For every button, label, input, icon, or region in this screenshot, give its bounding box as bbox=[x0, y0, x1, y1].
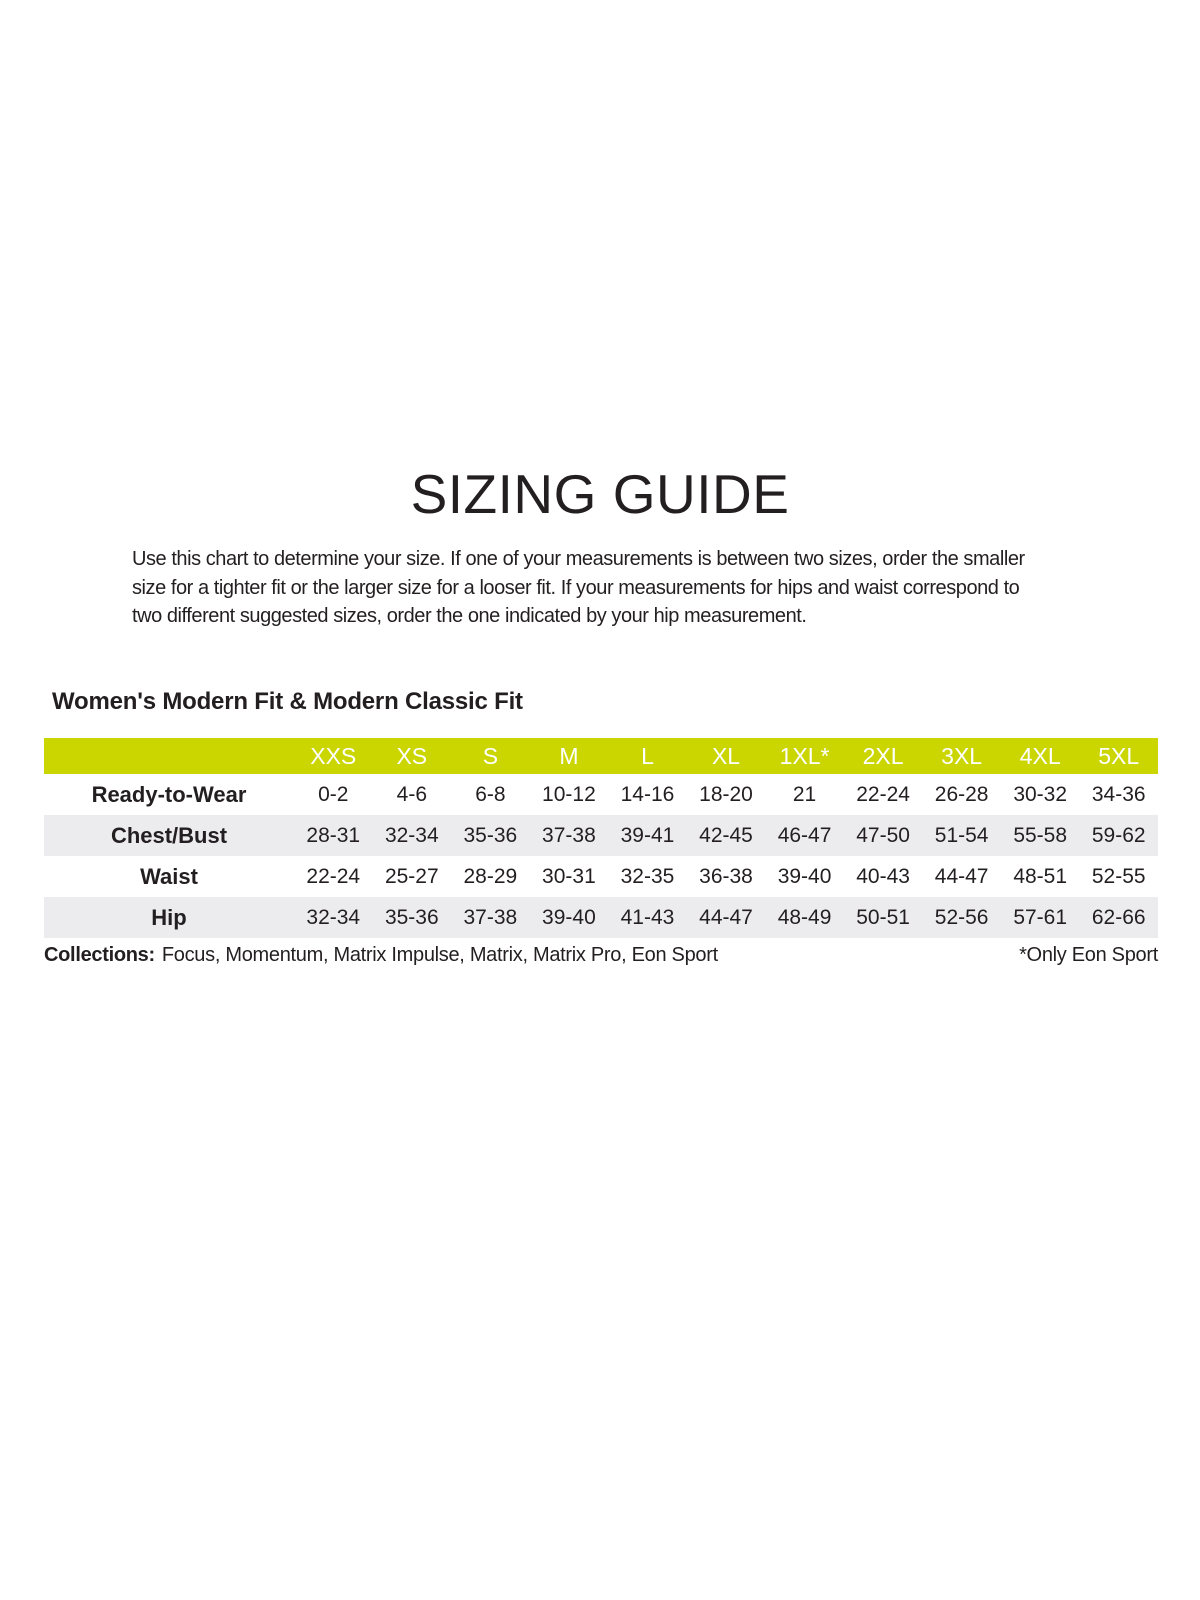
size-column-header: S bbox=[482, 742, 499, 769]
size-cell: 0-2 bbox=[318, 782, 349, 806]
size-cell: 41-43 bbox=[620, 905, 675, 929]
size-cell: 35-36 bbox=[384, 905, 439, 929]
size-cell: 48-49 bbox=[777, 905, 832, 929]
size-cell: 51-54 bbox=[934, 823, 989, 847]
size-cell: 22-24 bbox=[306, 864, 361, 888]
size-column-header: XS bbox=[396, 742, 428, 769]
size-cell: 52-56 bbox=[934, 905, 989, 929]
size-cell: 62-66 bbox=[1091, 905, 1146, 929]
size-cell: 6-8 bbox=[475, 782, 506, 806]
page-title: SIZING GUIDE bbox=[410, 463, 790, 525]
collections-label: Collections: bbox=[44, 944, 155, 966]
size-column-header: 1XL* bbox=[779, 742, 830, 769]
size-cell: 34-36 bbox=[1091, 782, 1146, 806]
size-cell: 44-47 bbox=[934, 864, 989, 888]
size-cell: 37-38 bbox=[542, 823, 596, 847]
size-column-header: 2XL bbox=[862, 742, 904, 769]
collections-line bbox=[44, 944, 718, 967]
size-cell: 21 bbox=[792, 782, 817, 806]
size-cell: 10-12 bbox=[542, 782, 596, 806]
size-cell: 39-40 bbox=[777, 864, 832, 888]
size-cell: 44-47 bbox=[699, 905, 753, 929]
size-cell: 37-38 bbox=[463, 905, 518, 929]
collections-list: Focus, Momentum, Matrix Impulse, Matrix, Matrix Pro, Eon Sport bbox=[161, 944, 718, 966]
intro-line: two different suggested sizes, order the one indicated by your hip measurement. bbox=[132, 605, 807, 627]
size-cell: 32-34 bbox=[384, 823, 439, 847]
collections-footer bbox=[44, 944, 1158, 967]
size-column-header: M bbox=[559, 742, 579, 769]
size-cell: 30-32 bbox=[1013, 782, 1068, 806]
intro-line: size for a tighter fit or the larger size for a looser fit. If your measurements for hips and waist correspond to bbox=[132, 576, 1020, 599]
size-table bbox=[44, 738, 1158, 938]
size-cell: 50-51 bbox=[856, 905, 910, 929]
size-column-header: 3XL bbox=[941, 742, 983, 769]
size-cell: 36-38 bbox=[699, 864, 753, 888]
size-cell: 26-28 bbox=[934, 782, 989, 806]
row-label: Ready-to-Wear bbox=[91, 781, 247, 807]
size-cell: 4-6 bbox=[396, 782, 427, 806]
table-row-waist bbox=[44, 856, 1158, 897]
row-label: Hip bbox=[151, 904, 187, 930]
size-cell: 35-36 bbox=[463, 823, 518, 847]
size-cell: 30-31 bbox=[542, 864, 596, 888]
size-cell: 32-34 bbox=[306, 905, 361, 929]
table-row-hip bbox=[44, 897, 1158, 938]
size-cell: 42-45 bbox=[699, 823, 753, 847]
size-column-header: 4XL bbox=[1019, 742, 1061, 769]
size-column-header: L bbox=[641, 742, 654, 769]
size-cell: 22-24 bbox=[856, 782, 910, 806]
size-column-header: 5XL bbox=[1098, 742, 1140, 769]
size-column-header: XL bbox=[711, 742, 741, 769]
size-cell: 46-47 bbox=[777, 823, 832, 847]
size-cell: 39-40 bbox=[542, 905, 596, 929]
size-cell: 59-62 bbox=[1091, 823, 1146, 847]
size-cell: 32-35 bbox=[620, 864, 675, 888]
table-row-chest-bust bbox=[44, 815, 1158, 856]
size-cell: 48-51 bbox=[1013, 864, 1068, 888]
size-column-header: XXS bbox=[310, 742, 357, 769]
footnote: *Only Eon Sport bbox=[1019, 944, 1158, 966]
size-cell: 28-31 bbox=[306, 823, 361, 847]
row-label: Chest/Bust bbox=[110, 822, 228, 848]
table-row-ready-to-wear bbox=[44, 774, 1158, 815]
size-cell: 55-58 bbox=[1013, 823, 1068, 847]
size-cell: 28-29 bbox=[463, 864, 518, 888]
intro-line: Use this chart to determine your size. If one of your measurements is between two sizes, order the smaller bbox=[132, 548, 1025, 570]
intro-paragraph bbox=[132, 545, 1092, 631]
size-cell: 52-55 bbox=[1091, 864, 1146, 888]
size-cell: 18-20 bbox=[699, 782, 753, 806]
size-cell: 57-61 bbox=[1013, 905, 1068, 929]
table-header-row bbox=[44, 738, 1158, 774]
size-cell: 47-50 bbox=[856, 823, 910, 847]
size-cell: 14-16 bbox=[620, 782, 675, 806]
size-cell: 40-43 bbox=[856, 864, 910, 888]
section-heading: Women's Modern Fit & Modern Classic Fit bbox=[52, 688, 523, 715]
row-label: Waist bbox=[140, 863, 198, 889]
size-cell: 39-41 bbox=[620, 823, 675, 847]
size-cell: 25-27 bbox=[384, 864, 439, 888]
